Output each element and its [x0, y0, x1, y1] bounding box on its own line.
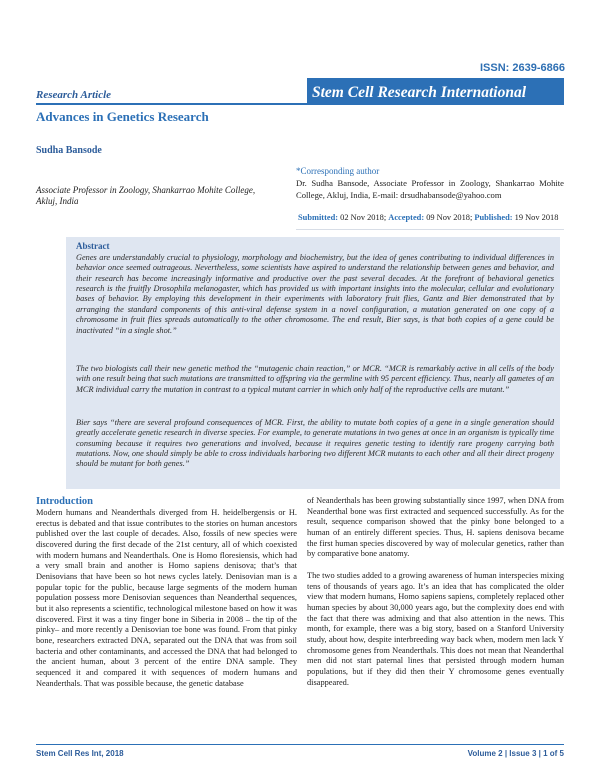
abstract-paragraph: Bier says “there are several profound consequences of MCR. First, the ability to mutate both copies of a gene in a single generation should greatly accelerate genetic research in diverse species. For example, to generate mutations in two genes at once in an organism is typically time consuming because it requires two generations and involved, because it requires genetic testing to identify rare progeny carrying both mutations. Now, one should simply be able to cross individuals harboring two different MCR mutants to each other and all their direct progeny should be mutant for both genes.”	[76, 418, 554, 469]
left-column	[36, 508, 297, 700]
submitted-date: 02 Nov 2018	[340, 213, 384, 222]
body-paragraph: of Neanderthals has been growing substantially since 1997, when DNA from Neanderthal bone was first extracted and sequenced successfully. As for the result, sequence comparison showed that the pinky bone belonged to a human of an entirely different species. Thus, H. sapiens denisova became the first human species discovered by way of molecular genetics, rather than by comparative bone anatomy.	[307, 496, 564, 559]
journal-name: Stem Cell Research International	[312, 84, 527, 101]
article-dates: Submitted: 02 Nov 2018; Accepted: 09 Nov 2018; Published: 19 Nov 2018	[298, 213, 559, 222]
footer-divider	[36, 744, 564, 745]
abstract-paragraph: The two biologists call their new genetic method the “mutagenic chain reaction,” or MCR. “MCR is remarkably active in all cells of the body with one result being that such mutations are transmitted to offspring via the germline with 95 percent efficiency. Thus, nearly all gametes of an MCR individual carry the mutation in contrast to a typical mutant carrier in which only half of the reproductive cells are mutant.”	[76, 364, 554, 394]
body-paragraph: The two studies added to a growing awareness of human interspecies mixing tens of thousands of years ago. It’s an idea that has complicated the older view that modern humans, Homo sapiens sapiens, completely replaced other human species by about 30,000 years ago, but the complexity does end with the fact that there was admixing and that also attention in the news. This month, for example, there was a big story, based on a Stanford University study, about how, despite interbreeding way back when, modern men lack Y chromosome genes from Neanderthals. This does not mean that Neanderthal men did not start paternal lines that persisted through modern human populations, but if they did then their Y chromosome genes eventually disappeared.	[307, 571, 564, 687]
accepted-date: 09 Nov 2018	[426, 213, 470, 222]
footer-page-info: Volume 2 | Issue 3 | 1 of 5	[467, 749, 564, 758]
corresponding-author-text: Dr. Sudha Bansode, Associate Professor in Zoology, Shankarrao Mohite College, Akluj, India, E-mail: drsudhabansode@yahoo.com	[296, 178, 564, 200]
body-paragraph: Modern humans and Neanderthals diverged from H. heidelbergensis or H. erectus is debated and that issue contributes to the stories on human ancestors published over the last couple of decades. Also, fossils of new species were discovered during the first decade of the 21st century, all of which coexisted with modern humans and Neanderthals. One is Homo floresiensis, which had a very small brain and another is Homo sapiens denisova; that’s that Denisovians that have been so hot news cycles lately. Denisovian man is a popular topic for the public, because large segments of the modern human population possess more Denisovian sequences than Neanderthal sequences, but it also represents a scientific, technological milestone based on how it was discovered. First it was a tiny finger bone in Siberia in 2008 – the tip of the pinky– and more recently a Denisovian toe bone was found. From that pinky bone, researchers extracted DNA, separated out the DNA that was from soil bacteria and other contaminants, and accessed the DNA that had belonged to the ancient human, about 3 percent of the entire DNA sample. They sequenced it and compared it with sequences of modern humans and Neanderthals. That was possible because, the genetic database	[36, 508, 297, 688]
footer-citation: Stem Cell Res Int, 2018	[36, 749, 124, 758]
issn-label: ISSN: 2639-6866	[480, 62, 565, 74]
abstract-paragraph: Genes are understandably crucial to physiology, morphology and biochemistry, but the idea of genes contributing to individual differences in behavior once seemed outrageous. Nevertheless, some scientists have aspired to understand the relationship between genes and behavior, and their research has become increasingly informative and productive over the past several decades. At the forefront of behavioral genetics research is the fruitfly Drosophila melanogaster, which has provided us with important insights into the molecular, cellular and evolutionary bases of behavior. By employing this development in their experiments with laboratory fruit flies, Gantz and Bier demonstrated that by arranging the standard components of this anti-viral defense system in a novel configuration, a mutation generated on one copy of a chromosome in fruit flies spreads automatically to the other chromosome. The end result, Bier says, is that both copies of a gene could be inactivated “in a single shot.”	[76, 253, 554, 335]
published-date: 19 Nov 2018	[514, 213, 559, 222]
accepted-label: Accepted:	[388, 213, 425, 222]
introduction-heading: Introduction	[36, 496, 93, 507]
published-label: Published:	[474, 213, 513, 222]
dates-divider	[296, 229, 564, 230]
author-name: Sudha Bansode	[36, 145, 102, 156]
submitted-label: Submitted:	[298, 213, 339, 222]
corresponding-author-box	[296, 166, 564, 206]
abstract-heading: Abstract	[76, 241, 110, 251]
corresponding-author-label: *Corresponding author	[296, 166, 380, 176]
right-column	[307, 496, 564, 699]
header-divider	[36, 103, 564, 105]
article-type: Research Article	[36, 89, 112, 101]
article-title: Advances in Genetics Research	[36, 109, 209, 124]
author-affiliation: Associate Professor in Zoology, Shankarrao Mohite College, Akluj, India	[36, 185, 256, 207]
